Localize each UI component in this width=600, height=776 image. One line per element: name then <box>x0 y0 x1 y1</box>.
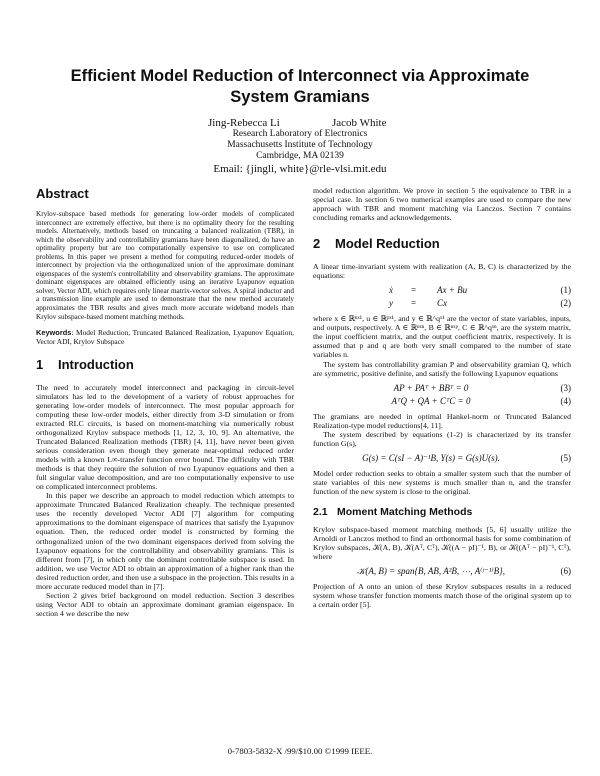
paragraph: Model order reduction seeks to obtain a smaller system such that the number of state variables of this new systems is much smaller than n, and the transfer function of the new system is close to the original. <box>313 468 571 496</box>
abstract-heading: Abstract <box>36 186 89 201</box>
author-line <box>0 116 600 130</box>
affiliation <box>150 129 450 162</box>
paragraph: where x ∈ ℝⁿˣ¹, u ∈ ℝᵖˣ¹, and y ∈ ℝ^qˣ¹ are the vector of state variables, inputs, and outputs, respectively. A ∈ ℝⁿˣⁿ, B ∈ ℝⁿˣᵖ, C ∈ ℝ^qˣⁿ, are the system matrix, the input coefficient matrix, and the output coefficient matrix, respectively. It is assumed that p and q are both very small compared to the number of state variables n. <box>313 314 571 360</box>
right-column <box>313 186 571 609</box>
equation-rhs: Ax + Bu <box>437 285 468 296</box>
paper-title: Efficient Model Reduction of Interconnect via Approximate System Gramians <box>70 67 530 106</box>
section-number: 1 <box>36 356 44 372</box>
abstract-text: Krylov-subspace based methods for generating low-order models of complicated interconnect are extremely effective, but there is no optimality theory for the resulting models. Alternatively, methods based on truncating a balanced realization (TBR), in which the observability and controllability gramians have been diagonalized, do have an optimality property but are too computationally expensive to use on complicated problems. In this paper we present a method for computing reduced-order models of interconnect by projection via the orthogonalized union of the approximate dominant eigenspaces of the system's controllability and observability gramians. The approximate dominant eigenspaces are obtained efficiently using an iterative Lyapunov equation solver, Vector ADI, which requires only linear matrix-vector solves. A spiral inductor and a transmission line example are used to demonstrate that the new method accurately approximates the TBR results and gives much more accurate wideband models than Krylov subspace-based moment matching methods. <box>36 210 294 321</box>
section-number: 2 <box>313 236 321 252</box>
equation <box>313 382 571 395</box>
subsection-title: Moment Matching Methods <box>337 505 473 518</box>
equation-number: (6) <box>560 566 571 577</box>
equation-operator: = <box>411 298 417 309</box>
section-title: Introduction <box>58 356 134 372</box>
equation-lhs: y <box>389 298 393 309</box>
keywords-text: : Model Reduction, Truncated Balanced Realization, Lyapunov Equation, Vector ADI, Krylov Subspace <box>36 328 294 346</box>
equation-body: AP + PAᵀ + BBᵀ = 0 <box>393 382 469 393</box>
paragraph: Projection of A onto an union of these Krylov subspaces results in a reduced system whose transfer function moments match those of the original system up to a certain order [5]. <box>313 582 571 610</box>
paragraph: Section 2 gives brief background on model reduction. Section 3 describes using Vector ADI to obtain an approximate dominant gramian eigenspace. In section 4 we describe the new <box>36 590 294 618</box>
copyright-footer: 0-7803-5832-X /99/$10.00 ©1999 IEEE. <box>227 746 373 756</box>
affiliation-line: Massachusetts Institute of Technology <box>227 140 373 150</box>
paragraph: model reduction algorithm. We prove in section 5 the equivalence to TBR in a special case. In section 6 two numerical examples are used to compare the new approach with TBR and moment matching via Lanczos. Section 7 contains concluding remarks and acknowledgements. <box>313 186 571 223</box>
equation <box>313 284 571 297</box>
equation-body: AᵀQ + QA + CᵀC = 0 <box>391 395 471 406</box>
author-name: Jing-Rebecca Li <box>208 117 280 129</box>
section-heading <box>36 357 294 373</box>
equation <box>313 297 571 310</box>
equation-rhs: Cx <box>437 298 447 309</box>
keywords-label: Keywords <box>36 328 72 338</box>
equation-number: (1) <box>560 285 571 296</box>
paragraph: The gramians are needed in optimal Hankel-norm or Truncated Balanced Realization-type model reductions[4, 11]. <box>313 411 571 430</box>
equation-body: 𝒦(A, B) = span{B, AB, A²B, ⋯, A⁽ʲ⁻¹⁾B}, <box>357 566 505 577</box>
author-name: Jacob White <box>332 117 387 129</box>
affiliation-line: Cambridge, MA 02139 <box>256 151 344 161</box>
equation-body: G(s) = C(sI − A)⁻¹B, Y(s) = G(s)U(s). <box>362 452 500 463</box>
affiliation-line: Research Laboratory of Electronics <box>232 129 368 139</box>
subsection-number: 2.1 <box>313 505 328 518</box>
paragraph: The system has controllability gramian P and observability gramian Q, which are symmetric, positive definite, and satisfy the following Lyapunov equations <box>313 359 571 378</box>
paragraph: The need to accurately model interconnect and packaging in circuit-level simulators has led to the development of a variety of robust approaches for generating low-order models of interconnect. The most popular approach for computing these low-order models, either directly from 3-D simulation or from extracted RLC circuits, is based on moment-matching via numerically robust orthogonalized Krylov subspace methods [1, 12, 3, 10, 9]. An alternative, the Truncated Balanced Realization methods (TBR) [4, 11], have never been given serious consideration even though they generate near-optimal reduced order models with a known L∞-transfer function error bound. The difficulty with TBR methods is that they require the solution of two Lyapunov equations and then a full singular value decomposition, and are too computationally expensive to use on complicated interconnect problems. <box>36 382 294 492</box>
paragraph: A linear time-invariant system with realization (A, B, C) is characterized by the equations: <box>313 262 571 281</box>
equation-operator: = <box>411 285 417 296</box>
section-title: Model Reduction <box>335 236 440 252</box>
left-column <box>36 186 294 618</box>
equation-lhs: ẋ <box>389 285 393 296</box>
email-line: Email: {jingli, white}@rle-vlsi.mit.edu <box>213 163 387 175</box>
equation-number: (5) <box>560 452 571 463</box>
equation <box>313 565 571 578</box>
equation <box>313 452 571 465</box>
section-heading <box>313 236 571 252</box>
keywords <box>36 329 294 347</box>
paragraph: In this paper we describe an approach to model reduction which attempts to approximate Truncated Balanced Realization cheaply. The technique presented uses the recently developed Vector ADI [7] algorithm for computing approximations to the dominant eigenspace of matrices that satisfy the Lyapunov equation. Then, the reduced order model is constructed by forming the orthogonalized union of the two dominant eigenspaces derived from solving the Lyapunov equations for the controllability and observability gramians. This is different from [7], in which only the dominant controllable subspace is used. In addition, we use Vector ADI to obtain an approximation of a higher rank than the desired reduction order, and then use a subspace in the projection. This results in a more accurate reduced model than in [7]. <box>36 491 294 591</box>
equation <box>313 395 571 408</box>
equation-number: (4) <box>560 395 571 406</box>
equation-number: (3) <box>560 382 571 393</box>
subsection-heading <box>313 506 571 519</box>
paragraph: The system described by equations (1-2) is characterized by its transfer function G(s), <box>313 429 571 448</box>
paragraph: Krylov subspace-based moment matching methods [5, 6] usually utilize the Arnoldi or Lanczos method to find an orthonormal basis for some combination of Krylov subspaces, 𝒦(A, B), 𝒦(Aᵀ, Cᵀ), 𝒦((A − pI)⁻¹, B), or 𝒦((Aᵀ − pI)⁻¹, Cᵀ), where <box>313 524 571 562</box>
equation-number: (2) <box>560 298 571 309</box>
